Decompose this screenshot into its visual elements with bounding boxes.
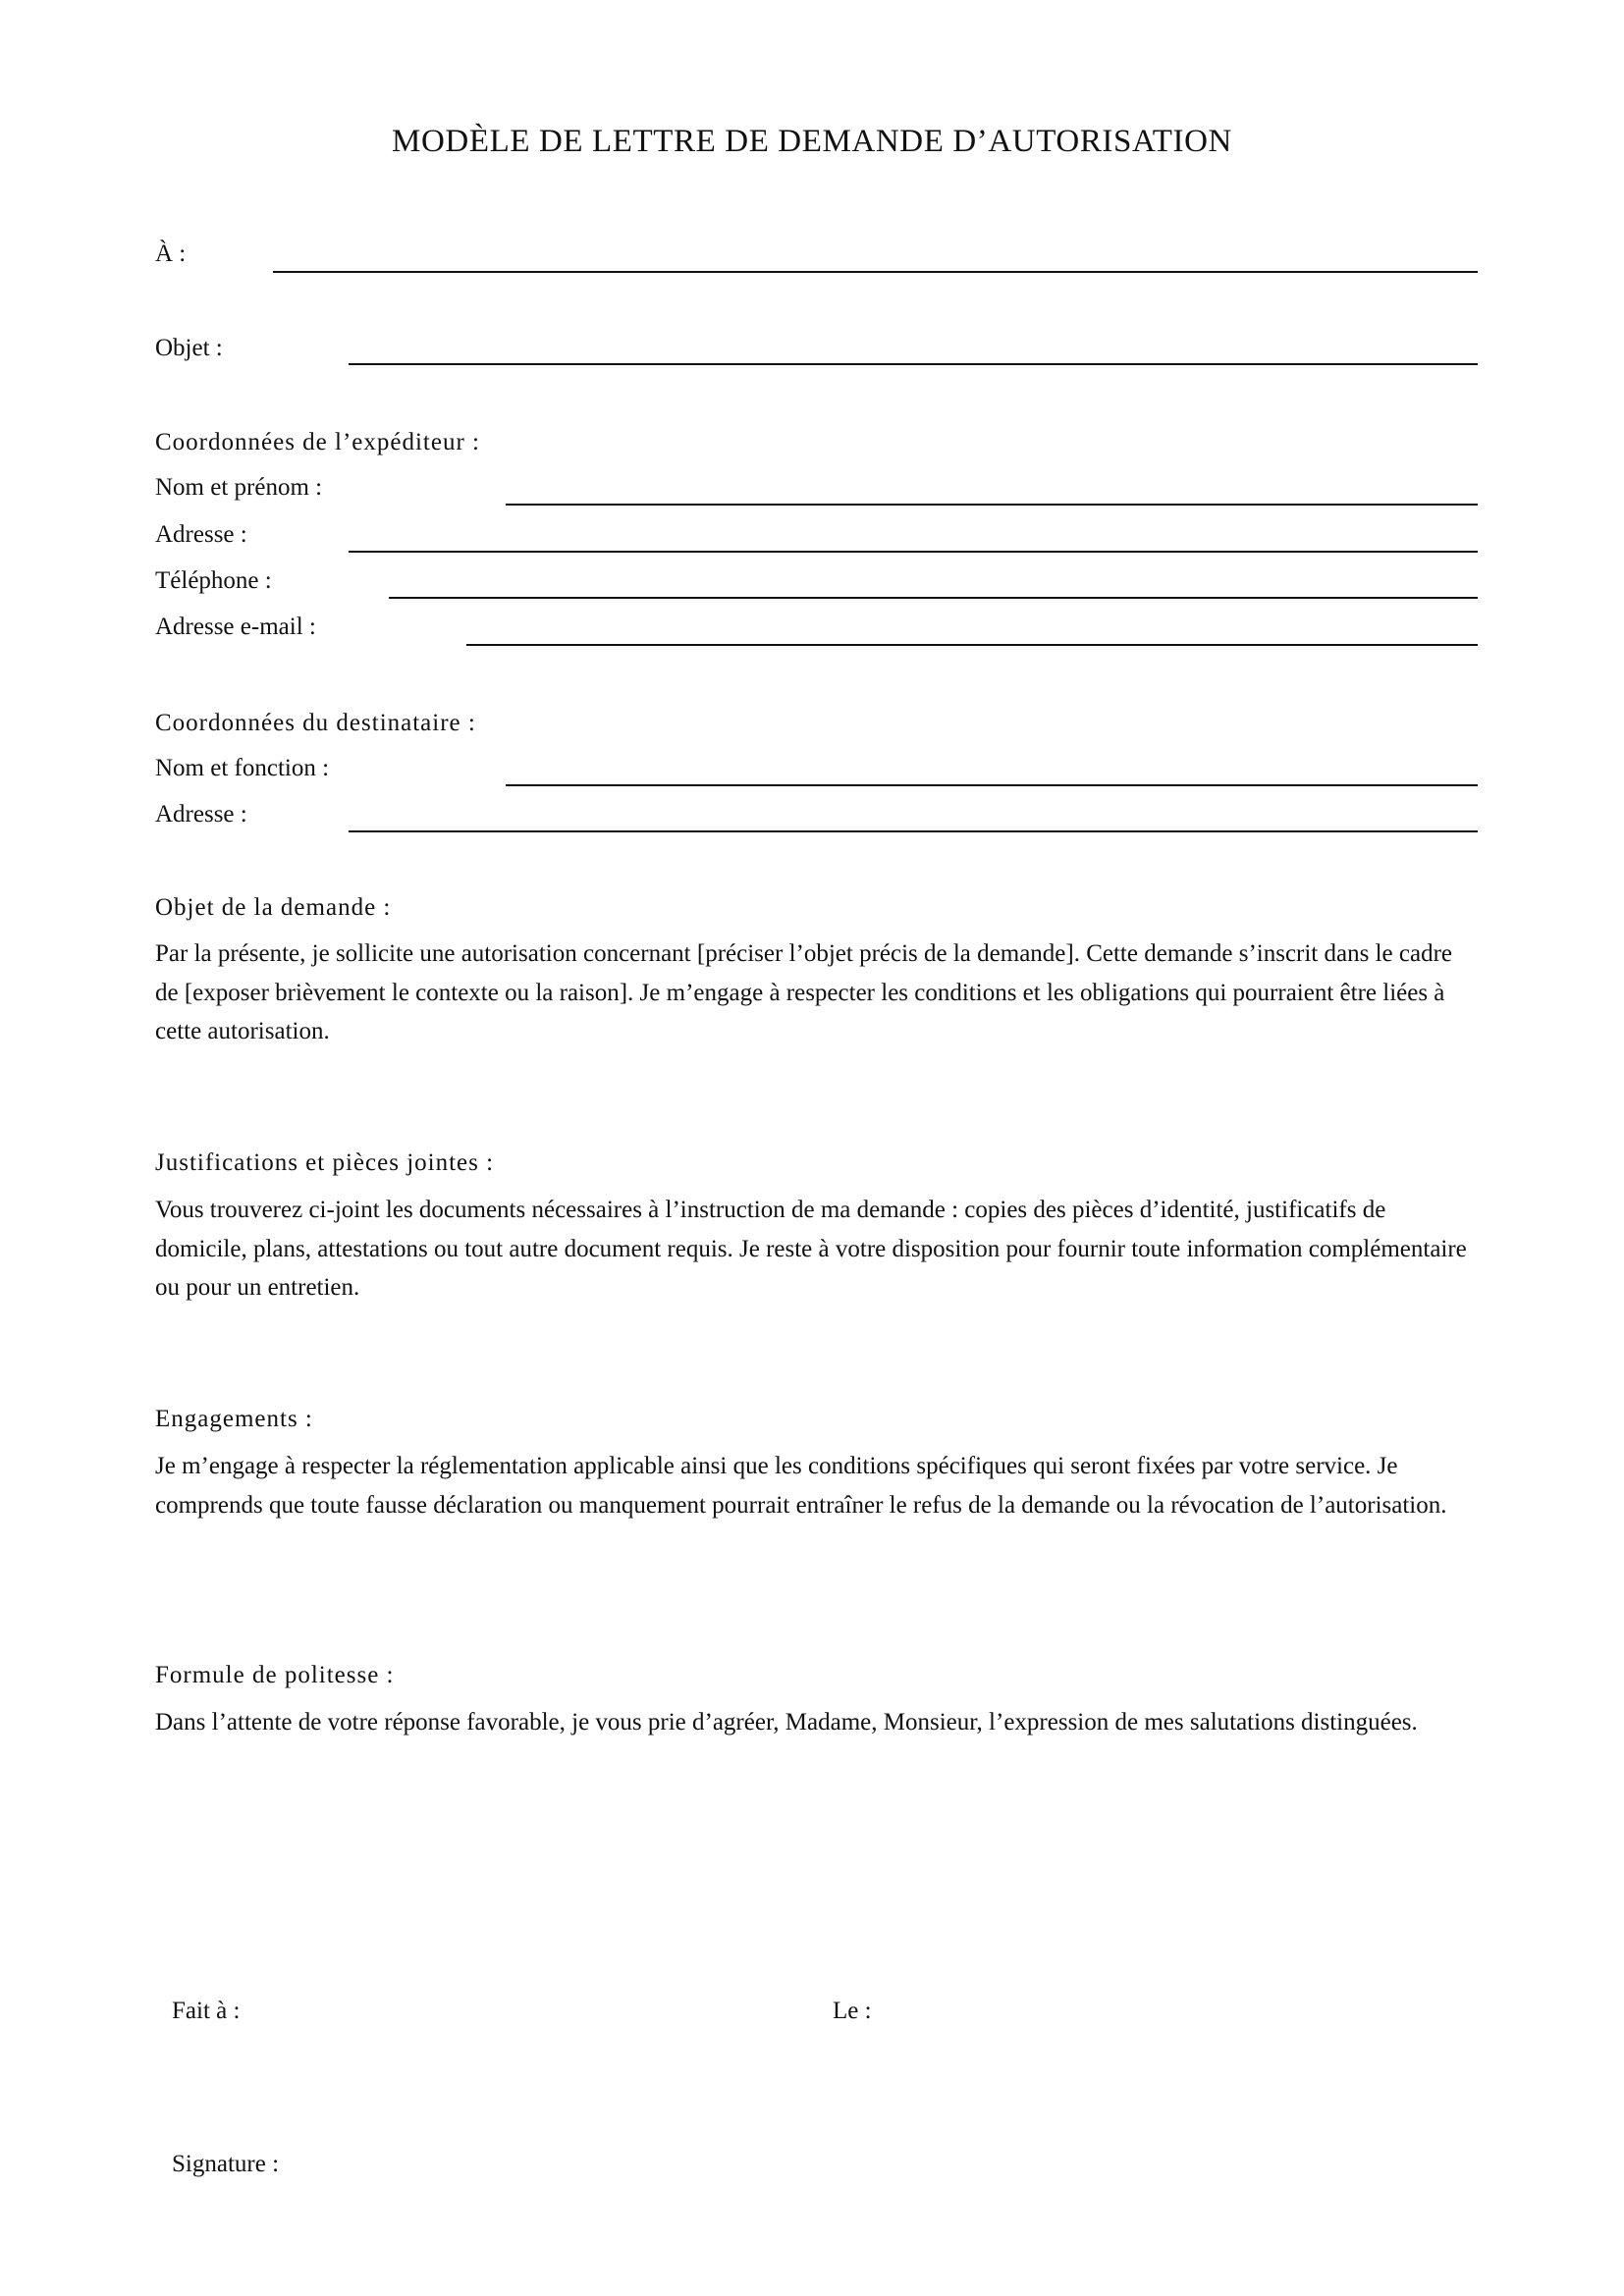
sender-address-field[interactable] xyxy=(349,551,1478,553)
closing-heading: Formule de politesse : xyxy=(155,1662,395,1688)
subject-field[interactable] xyxy=(349,363,1478,365)
request-subject-text: Par la présente, je sollicite une autorisation concernant [préciser l’objet précis de la demande]. Cette demande s’inscrit dans le cadre de [exposer brièvement le contexte ou la raison]. Je m’engage à respecter les conditions et les obligations qui pourraient être liées à cette autorisation. xyxy=(155,940,1452,1044)
sender-heading: Coordonnées de l’expéditeur : xyxy=(155,429,480,455)
closing-text: Dans l’attente de votre réponse favorable, je vous prie d’agréer, Madame, Monsieur, l’expression de mes salutations distinguées. xyxy=(155,1709,1418,1735)
sender-name-field[interactable] xyxy=(506,504,1478,506)
recipient-field[interactable] xyxy=(273,271,1478,273)
recipient-heading: Coordonnées du destinataire : xyxy=(155,710,476,736)
commitments-text: Je m’engage à respecter la réglementation applicable ainsi que les conditions spécifiques qui seront fixées par votre service. Je comprends que toute fausse déclaration ou manquement pourrait entraîner le refus de la demande ou la révocation de l’autorisation. xyxy=(155,1453,1447,1519)
justifications-text: Vous trouverez ci-joint les documents nécessaires à l’instruction de ma demande : copies des pièces d’identité, justificatifs de domicile, plans, attestations ou tout autre document requis. Je reste à votre disposition pour fournir toute information complémentaire ou pour un entretien. xyxy=(155,1197,1467,1301)
request-subject-heading: Objet de la demande : xyxy=(155,894,392,921)
signature-label: Signature : xyxy=(172,2151,280,2177)
recipient-name-field[interactable] xyxy=(506,784,1478,786)
justifications-heading: Justifications et pièces jointes : xyxy=(155,1149,495,1176)
sender-phone-field[interactable] xyxy=(389,597,1478,599)
recipient-label: À : xyxy=(155,240,187,267)
sender-email-label: Adresse e-mail : xyxy=(155,614,316,640)
page-title: MODÈLE DE LETTRE DE DEMANDE D’AUTORISATION xyxy=(392,124,1232,159)
sender-name-label: Nom et prénom : xyxy=(155,474,323,501)
recipient-name-label: Nom et fonction : xyxy=(155,755,330,781)
subject-label: Objet : xyxy=(155,335,223,361)
recipient-address-label: Adresse : xyxy=(155,801,247,828)
sender-phone-label: Téléphone : xyxy=(155,567,272,594)
commitments-heading: Engagements : xyxy=(155,1406,313,1432)
sender-address-label: Adresse : xyxy=(155,521,247,548)
date-label: Le : xyxy=(833,1998,872,2024)
sender-email-field[interactable] xyxy=(466,644,1478,646)
place-label: Fait à : xyxy=(172,1998,241,2024)
recipient-address-field[interactable] xyxy=(349,830,1478,832)
